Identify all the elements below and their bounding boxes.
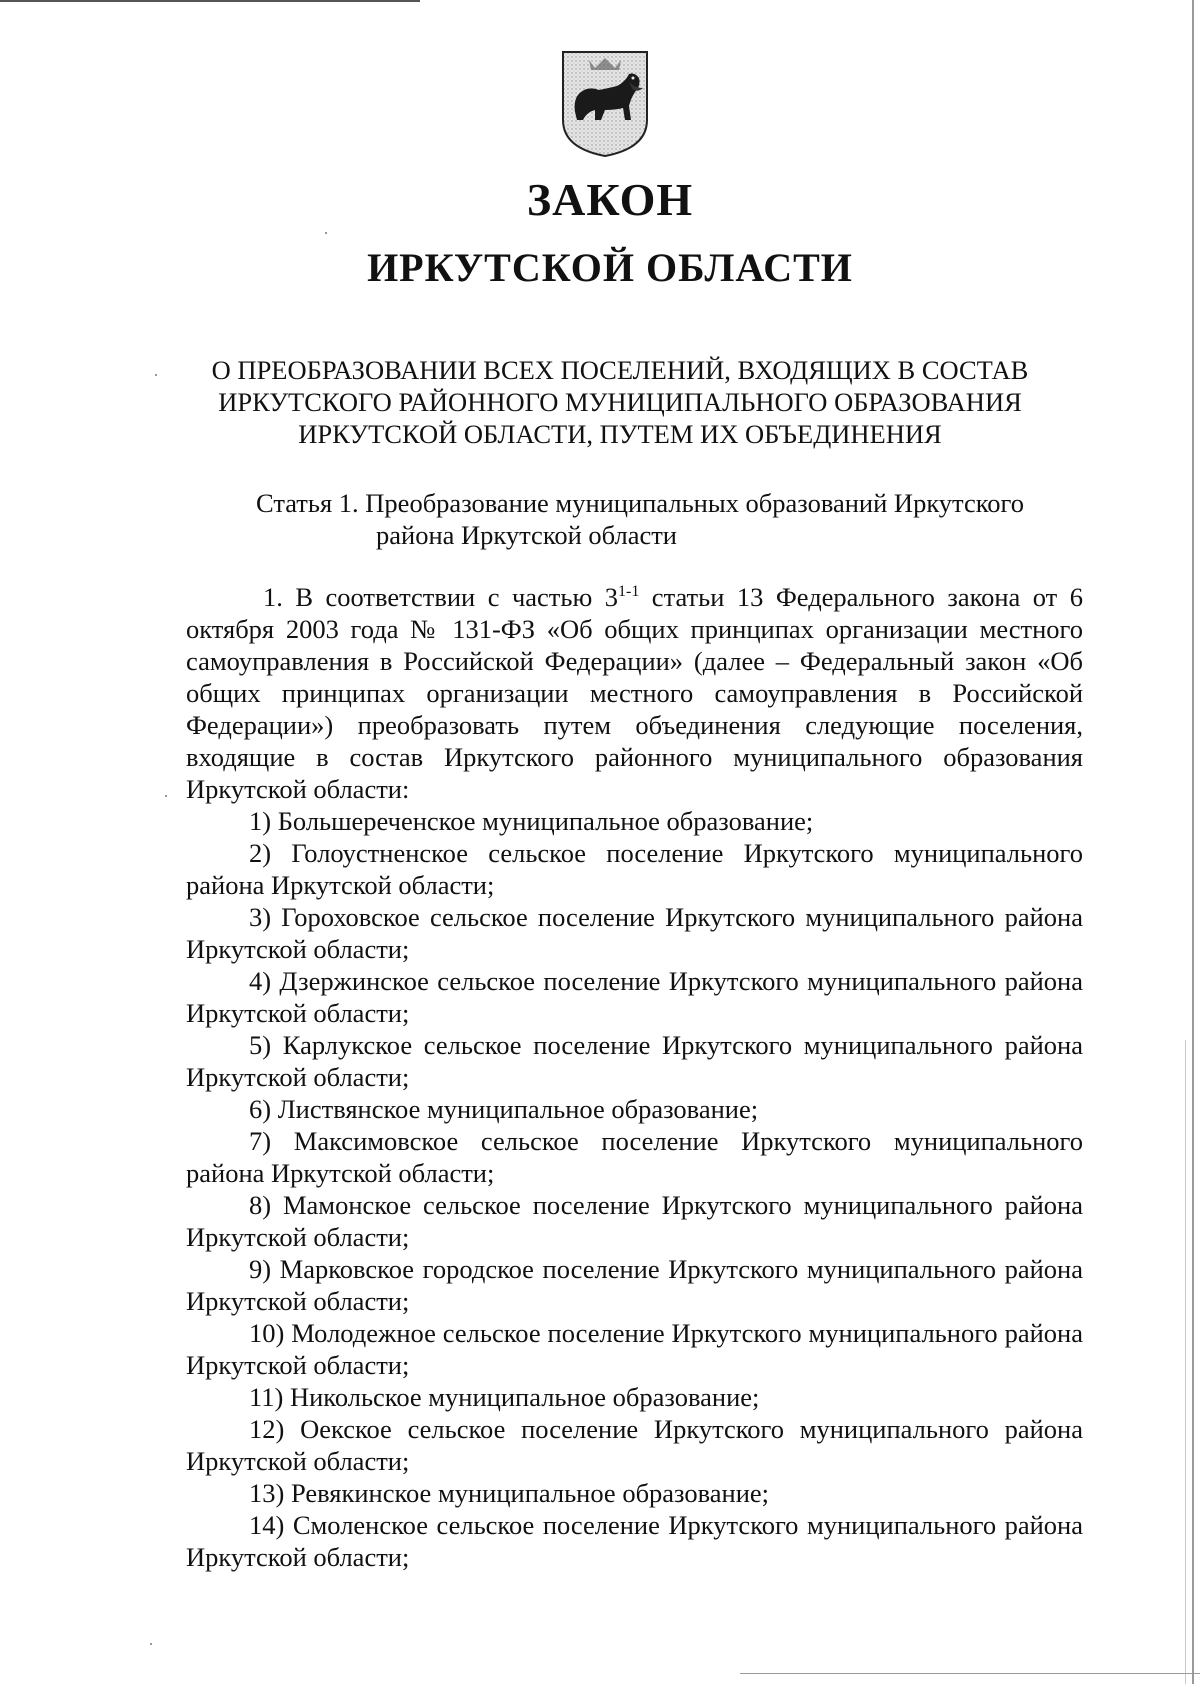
list-item: 12) Оекское сельское поселение Иркутского муниципального района Иркутской области; [186,1414,1083,1476]
article-heading [256,487,1086,551]
law-title-line: О ПРЕОБРАЗОВАНИИ ВСЕХ ПОСЕЛЕНИЙ, ВХОДЯЩИХ В СОСТАВ [211,355,1029,385]
law-title-line: ИРКУТСКОГО РАЙОННОГО МУНИЦИПАЛЬНОГО ОБРАЗОВАНИЯ [218,387,1022,417]
scan-speck [155,374,157,376]
article-name-continued: района Иркутской области [376,520,677,550]
scan-border-top [0,0,420,2]
list-item: 7) Максимовское сельское поселение Иркутского муниципального района Иркутской области; [186,1126,1083,1188]
paragraph-text-rest: статьи 13 Федерального закона от 6 октября 2003 года № 131-ФЗ «Об общих принципах организации местного самоуправления в Российской Федерации» (далее – Федеральный закон «Об общих принципах организации местного самоуправления в Российской Федерации») преобразовать путем объединения следующие поселения, входящие в состав Иркутского районного муниципального образования Иркутской области: [186,582,1083,804]
list-item: 3) Гороховское сельское поселение Иркутского муниципального района Иркутской области; [186,902,1083,964]
document-type: ЗАКОН [526,174,694,225]
list-item: 2) Голоустненское сельское поселение Иркутского муниципального района Иркутской области; [186,838,1083,900]
superscript: 1-1 [618,583,640,601]
law-title-line: ИРКУТСКОЙ ОБЛАСТИ, ПУТЕМ ИХ ОБЪЕДИНЕНИЯ [298,419,942,449]
list-item: 11) Никольское муниципальное образование; [249,1382,760,1412]
scan-speck [150,1643,152,1645]
law-title [160,354,1080,450]
paragraph-text-start: 1. В соответствии с частью 3 [263,582,618,612]
scan-speck [165,795,167,797]
scan-border-bottom [740,1673,1200,1674]
list-item: 1) Большереченское муниципальное образование; [249,806,814,836]
list-item: 6) Листвянское муниципальное образование; [249,1094,759,1124]
article-body [186,581,1083,1573]
paragraph [186,581,1083,805]
list-item: 8) Мамонское сельское поселение Иркутского муниципального района Иркутской области; [186,1190,1083,1252]
document-issuer: ИРКУТСКОЙ ОБЛАСТИ [367,245,853,290]
scan-border-right-inner [1185,1040,1186,1684]
list-item: 14) Смоленское сельское поселение Иркутского муниципального района Иркутской области; [186,1510,1083,1572]
article-name: Преобразование муниципальных образований Иркутского [365,488,1024,518]
list-item: 13) Ревякинское муниципальное образование; [249,1478,770,1508]
list-item: 10) Молодежное сельское поселение Иркутского муниципального района Иркутской области; [186,1318,1083,1380]
document-header [160,170,1060,294]
scan-border-right [1192,0,1194,1684]
list-item: 5) Карлукское сельское поселение Иркутского муниципального района Иркутской области; [186,1030,1083,1092]
article-number: Статья 1. [256,488,359,518]
coat-of-arms-emblem [559,48,651,160]
list-item: 4) Дзержинское сельское поселение Иркутского муниципального района Иркутской области; [186,966,1083,1028]
list-item: 9) Марковское городское поселение Иркутского муниципального района Иркутской области; [186,1254,1083,1316]
